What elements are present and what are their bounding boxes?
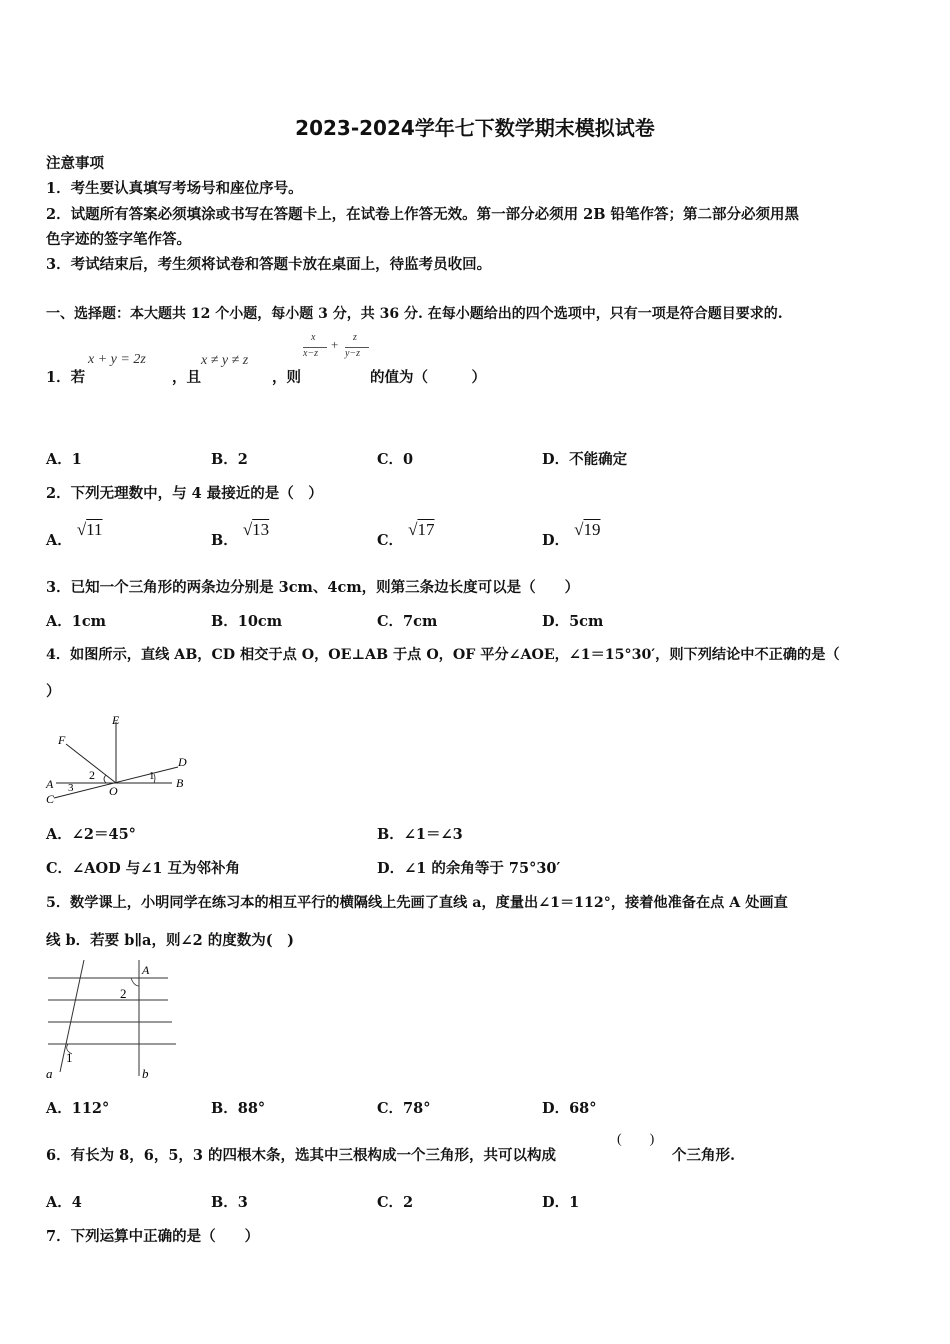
q4-text-2: ）	[46, 683, 61, 700]
notice-item: 1．考生要认真填写考场号和座位序号。	[46, 180, 303, 197]
q1-option-b[interactable]: B．2	[211, 451, 248, 468]
q3-option-a[interactable]: A．1cm	[46, 613, 107, 630]
q2-option-a[interactable]	[46, 520, 103, 550]
q3-option-d[interactable]: D．5cm	[542, 613, 604, 630]
radicand: 13	[252, 520, 270, 539]
q4-option-a[interactable]: A．∠2＝45°	[46, 826, 136, 843]
label-1: 1	[149, 770, 155, 782]
label-1: 1	[66, 1050, 73, 1065]
angle-2-arc	[104, 775, 106, 783]
q3-option-c[interactable]: C．7cm	[377, 613, 438, 630]
q4-text: 4．如图所示，直线 AB，CD 相交于点 O，OE⊥AB 于点 O，OF 平分∠AOE，∠1＝15°30′，则下列结论中不正确的是（	[46, 647, 840, 663]
label-a-line: a	[46, 1066, 53, 1081]
label-o: O	[109, 784, 118, 798]
page-title: 2023-2024学年七下数学期末模拟试卷	[295, 116, 655, 140]
plus-sign: +	[331, 337, 339, 352]
q1-suffix: 的值为（ ）	[370, 369, 486, 386]
q2-option-b[interactable]	[211, 520, 270, 550]
label-d: D	[178, 755, 187, 769]
option-label: D．	[542, 532, 570, 549]
label-e: E	[112, 713, 120, 727]
q4-option-d[interactable]: D．∠1 的余角等于 75°30′	[377, 860, 561, 877]
q5-option-d[interactable]: D．68°	[542, 1100, 597, 1117]
q6-option-b[interactable]: B．3	[211, 1194, 248, 1211]
q1-mid: ，且	[172, 369, 201, 386]
option-label: A．	[46, 532, 72, 549]
label-2: 2	[89, 768, 95, 782]
sqrt-symbol: √	[574, 520, 584, 539]
q6-option-c[interactable]: C．2	[377, 1194, 414, 1211]
q3-option-b[interactable]: B．10cm	[211, 613, 283, 630]
q4-figure	[44, 712, 194, 808]
radicand: 19	[583, 520, 601, 539]
frac2-denominator: y−z	[345, 348, 361, 359]
q6-option-a[interactable]: A．4	[46, 1194, 82, 1211]
option-label: B．	[211, 532, 238, 549]
q1-prefix: 1．若	[46, 369, 86, 386]
sqrt-expression	[77, 520, 103, 539]
sqrt-expression	[243, 520, 269, 539]
q6-option-d[interactable]: D．1	[542, 1194, 580, 1211]
label-3: 3	[68, 782, 74, 794]
label-a: A	[46, 777, 54, 791]
frac1-numerator: x	[311, 332, 316, 343]
q5-text: 5．数学课上，小明同学在练习本的相互平行的横隔线上先画了直线 a，度量出∠1＝112°，接着他准备在点 A 处画直	[46, 895, 788, 911]
frac1-denominator: x−z	[303, 348, 319, 359]
q1-condition-2: x ≠ y ≠ z	[201, 353, 249, 368]
q1-mid-2: ，则	[272, 369, 301, 386]
notice-item: 2．试题所有答案必须填涂或书写在答题卡上，在试卷上作答无效。第一部分必须用 2B 铅笔作答；第二部分必须用黑	[46, 206, 800, 223]
sqrt-symbol: √	[242, 520, 253, 539]
q1-option-c[interactable]: C．0	[377, 451, 414, 468]
q4-option-b[interactable]: B．∠1＝∠3	[377, 826, 463, 843]
notice-item: 色字迹的签字笔作答。	[46, 231, 191, 248]
sqrt-expression	[408, 520, 434, 539]
q4-option-c[interactable]: C．∠AOD 与∠1 互为邻补角	[46, 860, 240, 877]
q3-text: 3．已知一个三角形的两条边分别是 3cm、4cm，则第三条边长度可以是（ ）	[46, 579, 580, 596]
q6-text: 6．有长为 8，6，5，3 的四根木条，选其中三根构成一个三角形，共可以构成	[46, 1147, 557, 1164]
q2-option-d[interactable]	[542, 520, 601, 550]
section-heading: 一、选择题：本大题共 12 个小题，每小题 3 分，共 36 分. 在每小题给出的四个选项中，只有一项是符合题目要求的.	[46, 306, 783, 322]
label-2: 2	[120, 986, 127, 1001]
q6-blank: ( )	[617, 1132, 655, 1147]
q2-option-c[interactable]	[377, 520, 435, 550]
label-f: F	[58, 733, 66, 747]
label-a-point: A	[142, 963, 150, 977]
q1-option-d[interactable]: D．不能确定	[542, 451, 628, 468]
label-c: C	[46, 792, 55, 806]
q1-option-a[interactable]: A．1	[46, 451, 82, 468]
q1-condition-1: x + y = 2z	[88, 352, 146, 367]
angle-2-arc	[131, 978, 139, 986]
sqrt-symbol: √	[408, 520, 418, 539]
q5-option-b[interactable]: B．88°	[211, 1100, 266, 1117]
radicand: 17	[417, 520, 435, 539]
q5-text-2: 线 b．若要 b∥a，则∠2 的度数为( )	[46, 932, 294, 949]
option-label: C．	[377, 532, 404, 549]
q7-text: 7．下列运算中正确的是（ ）	[46, 1228, 260, 1245]
notice-heading: 注意事项	[46, 155, 104, 172]
sqrt-symbol: √	[76, 520, 87, 539]
radicand: 11	[86, 520, 103, 539]
notice-item: 3．考试结束后，考生须将试卷和答题卡放在桌面上，待监考员收回。	[46, 256, 492, 273]
label-b: B	[176, 776, 184, 790]
sqrt-expression	[574, 520, 600, 539]
frac2-numerator: z	[353, 332, 357, 343]
q5-option-a[interactable]: A．112°	[46, 1100, 110, 1117]
q6-suffix: 个三角形.	[672, 1147, 736, 1164]
label-b-line: b	[142, 1066, 149, 1081]
q2-text: 2．下列无理数中，与 4 最接近的是（ ）	[46, 485, 323, 502]
q1-expression	[303, 332, 373, 368]
q5-figure	[44, 958, 184, 1084]
q5-option-c[interactable]: C．78°	[377, 1100, 431, 1117]
